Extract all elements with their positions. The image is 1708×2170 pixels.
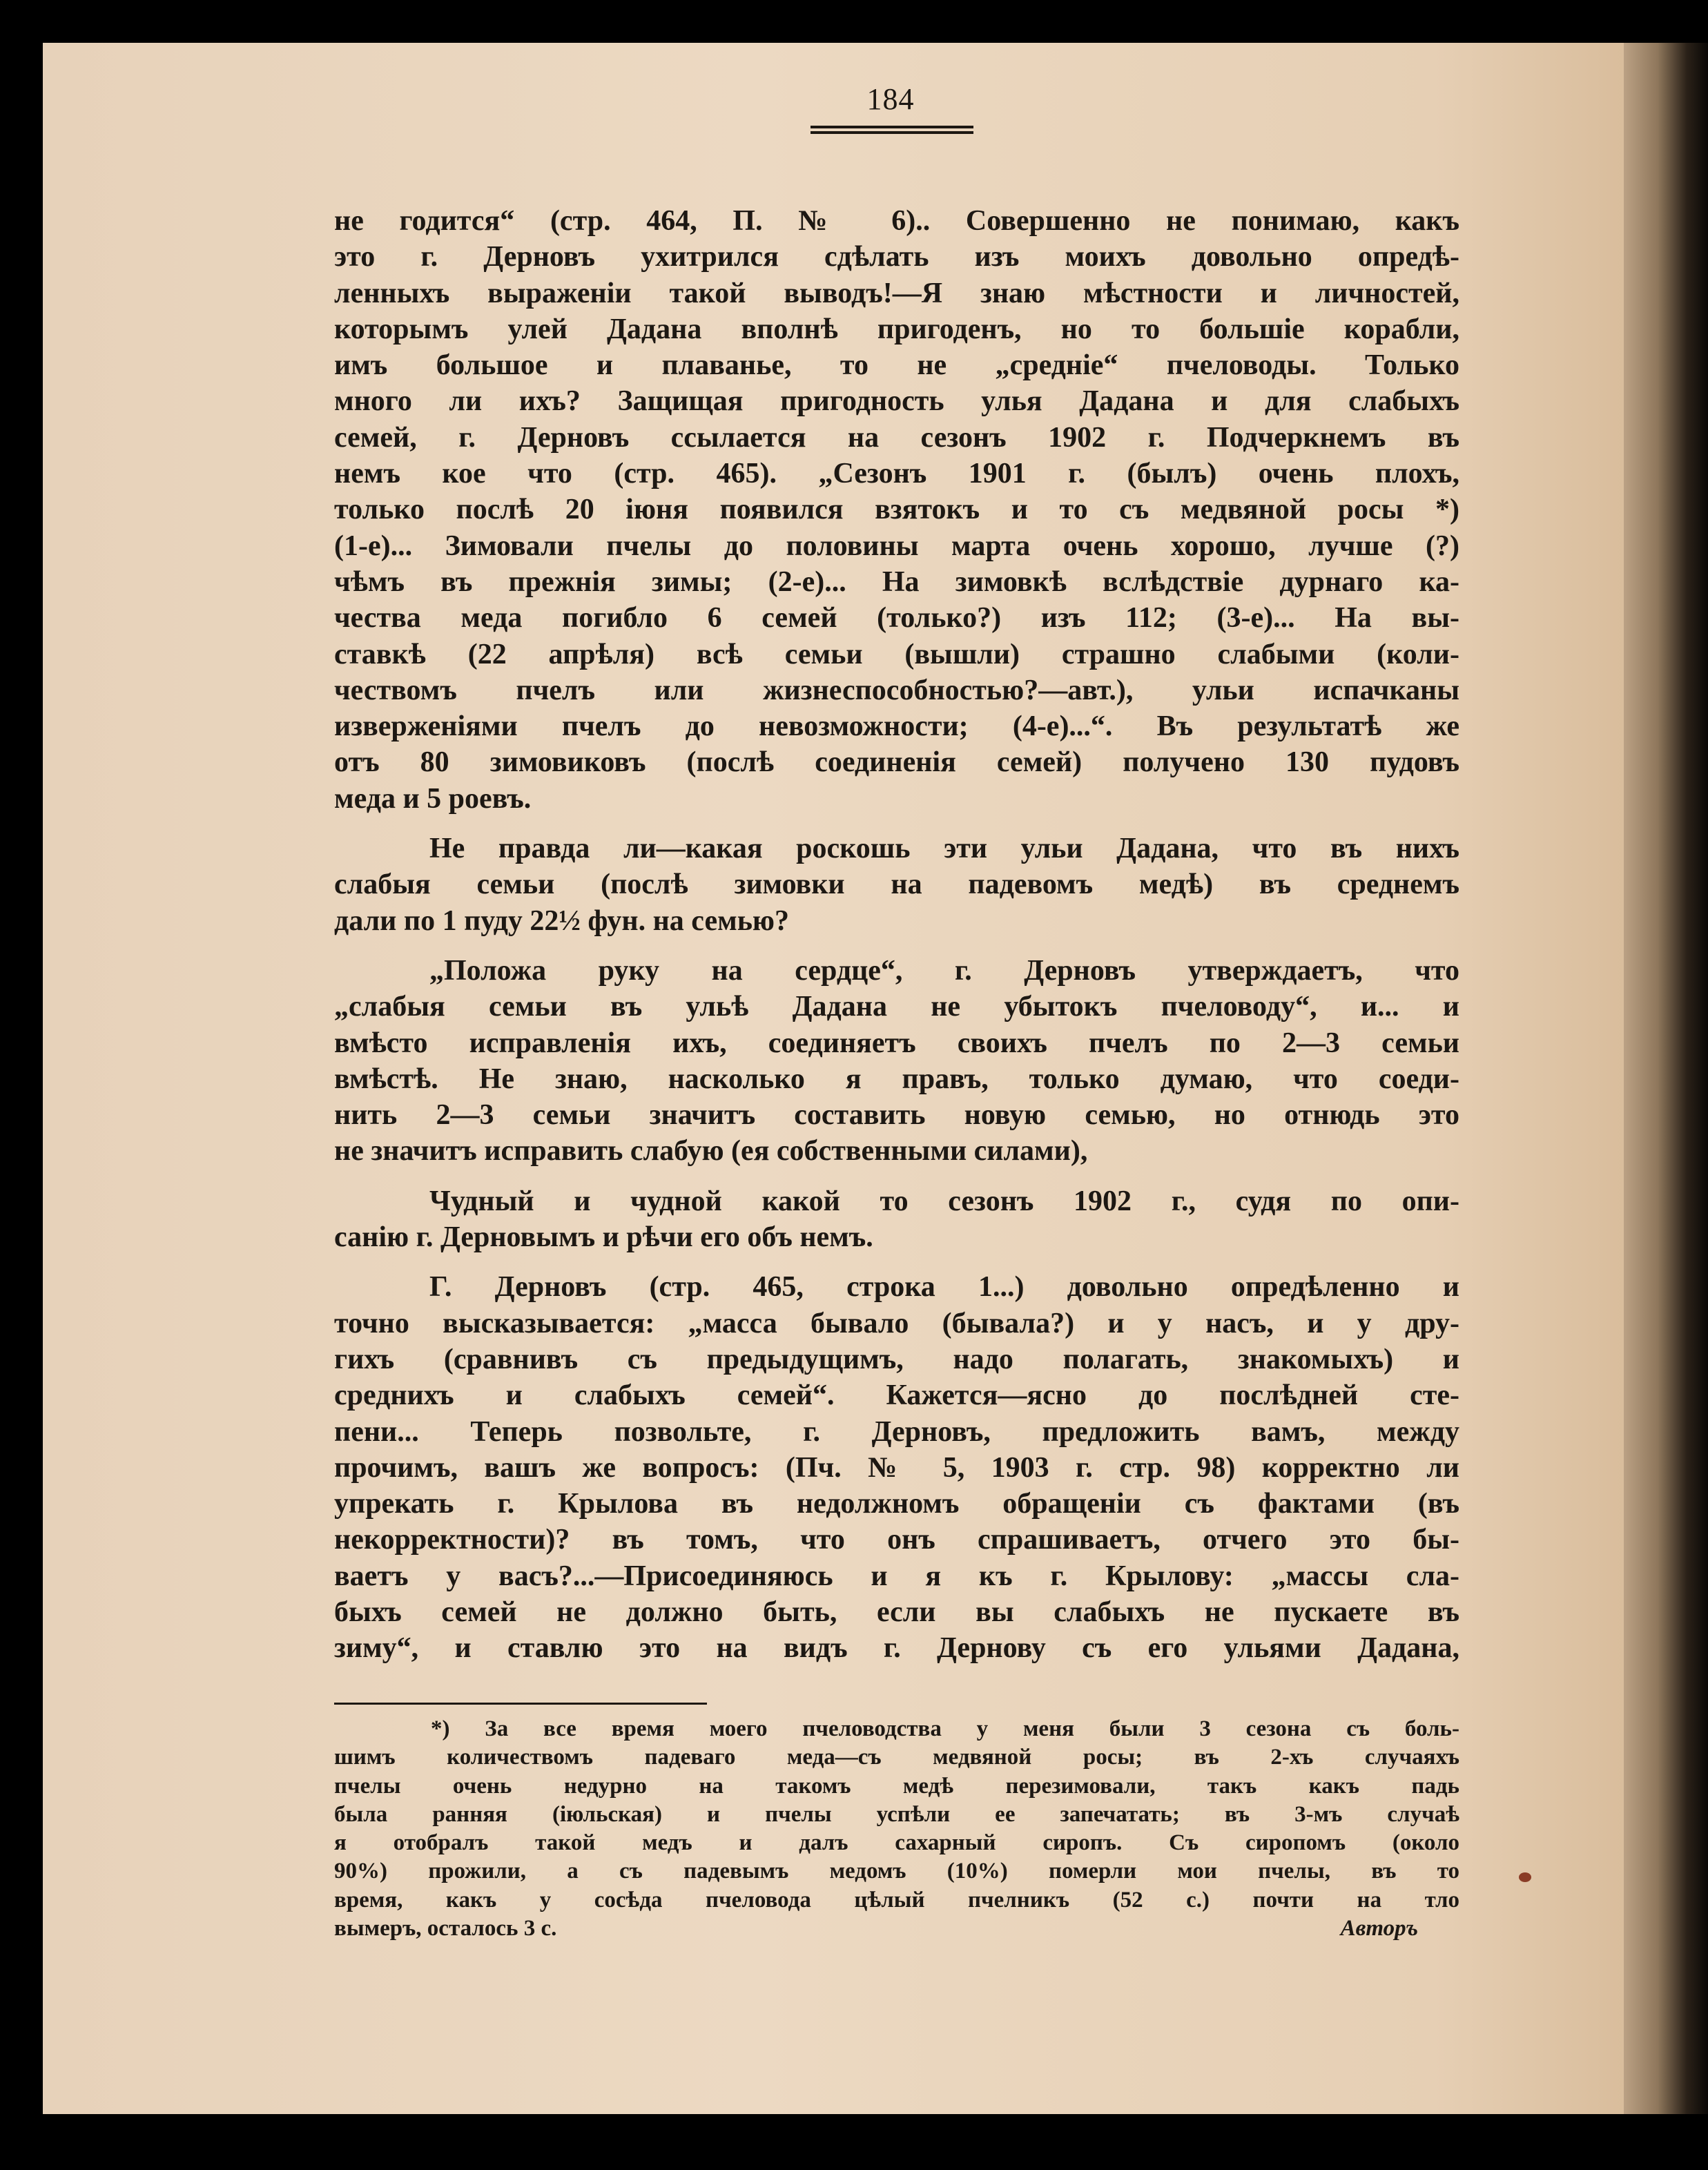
paper-stain bbox=[1519, 1872, 1531, 1882]
footnote-last-line bbox=[334, 1915, 1459, 1943]
text-line: Г. Дерновъ (стр. 465, строка 1...) довольно опредѣленно и bbox=[429, 1271, 1459, 1304]
text-line: среднихъ и слабыхъ семей“. Кажется—ясно до послѣдней сте- bbox=[334, 1379, 1459, 1412]
text-line: „слабыя семьи въ ульѣ Дадана не убытокъ пчеловоду“, и... и bbox=[334, 991, 1459, 1023]
footnote-line: я отобралъ такой медъ и далъ сахарный сиропъ. Съ сиропомъ (около bbox=[334, 1830, 1459, 1856]
paragraph-gap bbox=[334, 939, 1459, 953]
footnote-author: Авторъ bbox=[1340, 1916, 1418, 1941]
text-line: некорректности)? въ томъ, что онъ спрашиваетъ, отчего это бы- bbox=[334, 1524, 1459, 1556]
text-line: зиму“, и ставлю это на видъ г. Дернову съ его ульями Дадана, bbox=[334, 1632, 1459, 1665]
text-line: меда и 5 роевъ. bbox=[334, 782, 532, 815]
footnote-line: пчелы очень недурно на такомъ медѣ перезимовали, такъ какъ падь bbox=[334, 1773, 1459, 1799]
text-line: чества меда погибло 6 семей (только?) изъ 112; (3-е)... На вы- bbox=[334, 602, 1459, 634]
text-line: ваетъ у васъ?...—Присоединяюсь и я къ г. Крылову: „массы сла- bbox=[334, 1560, 1459, 1592]
text-line: не значитъ исправить слабую (ея собственными силами), bbox=[334, 1135, 1088, 1168]
paragraph-3 bbox=[334, 953, 1459, 1170]
text-line: санію г. Дерновымъ и рѣчи его объ немъ. bbox=[334, 1221, 873, 1254]
text-line: ставкѣ (22 апрѣля) всѣ семьи (вышли) страшно слабыми (коли- bbox=[334, 638, 1459, 670]
scan-bottom-border bbox=[0, 2114, 1708, 2170]
paragraph-1 bbox=[334, 203, 1459, 817]
footnote-rule bbox=[334, 1703, 707, 1705]
text-line: семей, г. Дерновъ ссылается на сезонъ 1902 г. Подчеркнемъ въ bbox=[334, 421, 1459, 454]
text-line: изверженіями пчелъ до невозможности; (4-е)...“. Въ результатѣ же bbox=[334, 710, 1459, 743]
text-line: Чудный и чудной какой то сезонъ 1902 г., судя по опи- bbox=[429, 1185, 1459, 1217]
text-line: дали по 1 пуду 22½ фун. на семью? bbox=[334, 904, 789, 937]
text-line: гихъ (сравнивъ съ предыдущимъ, надо полагать, знакомыхъ) и bbox=[334, 1343, 1459, 1375]
text-line: ленныхъ выраженіи такой выводъ!—Я знаю мѣстности и личностей, bbox=[334, 277, 1459, 309]
text-line: вмѣсто исправленія ихъ, соединяетъ своихъ пчелъ по 2—3 семьи bbox=[334, 1027, 1459, 1059]
text-line: имъ большое и плаванье, то не „средніе“ пчеловоды. Только bbox=[334, 349, 1459, 382]
text-line: отъ 80 зимовиковъ (послѣ соединенія семей) получено 130 пудовъ bbox=[334, 746, 1459, 779]
text-line: Не правда ли—какая роскошь эти ульи Дадана, что въ нихъ bbox=[429, 833, 1459, 865]
paragraph-gap bbox=[334, 817, 1459, 831]
text-line: не годится“ (стр. 464, П. № 6).. Совершенно не понимаю, какъ bbox=[334, 205, 1459, 237]
main-text bbox=[334, 203, 1459, 1667]
page-number: 184 bbox=[866, 82, 915, 116]
text-line: это г. Дерновъ ухитрился сдѣлать изъ моихъ довольно опредѣ- bbox=[334, 241, 1459, 273]
footnote-line: *) За все время моего пчеловодства у меня были 3 сезона съ боль- bbox=[431, 1716, 1459, 1741]
text-line: много ли ихъ? Защищая пригодность улья Дадана и для слабыхъ bbox=[334, 385, 1459, 418]
page-number-double-rule bbox=[811, 126, 973, 134]
footnote-line: вымеръ, осталось 3 с. bbox=[334, 1916, 557, 1941]
text-line: чествомъ пчелъ или жизнеспособностью?—авт.), ульи испачканы bbox=[334, 674, 1459, 706]
book-gutter-shadow bbox=[1624, 43, 1708, 2114]
footnote-line: шимъ количествомъ падеваго меда—съ медвяной росы; въ 2-хъ случаяхъ bbox=[334, 1745, 1459, 1770]
text-line: быхъ семей не должно быть, если вы слабыхъ не пускаете въ bbox=[334, 1596, 1459, 1628]
text-line: вмѣстѣ. Не знаю, насколько я правъ, только думаю, что соеди- bbox=[334, 1063, 1459, 1095]
footnote-line: время, какъ у сосѣда пчеловода цѣлый пчелникъ (52 с.) почти на тло bbox=[334, 1887, 1459, 1912]
footnote-line: 90%) прожили, а съ падевымъ медомъ (10%) померли мои пчелы, въ то bbox=[334, 1859, 1459, 1884]
paragraph-5 bbox=[334, 1269, 1459, 1666]
text-line: только послѣ 20 іюня появился взятокъ и то съ медвяной росы *) bbox=[334, 494, 1459, 526]
text-line: „Положа руку на сердце“, г. Дерновъ утверждаетъ, что bbox=[429, 954, 1459, 987]
text-line: пени... Теперь позвольте, г. Дерновъ, предложить вамъ, между bbox=[334, 1415, 1459, 1448]
text-line: чѣмъ въ прежнія зимы; (2-е)... На зимовкѣ вслѣдствіе дурнаго ка- bbox=[334, 565, 1459, 598]
paragraph-gap bbox=[334, 1170, 1459, 1183]
text-line: которымъ улей Дадана вполнѣ пригоденъ, но то большіе корабли, bbox=[334, 313, 1459, 345]
footnote bbox=[334, 1715, 1459, 1943]
text-line: немъ кое что (стр. 465). „Сезонъ 1901 г. (былъ) очень плохъ, bbox=[334, 458, 1459, 490]
paragraph-gap bbox=[334, 1255, 1459, 1269]
paragraph-4 bbox=[334, 1183, 1459, 1256]
footnote-line: была ранняя (іюльская) и пчелы успѣли ее запечатать; въ 3-мъ случаѣ bbox=[334, 1801, 1459, 1827]
text-line: слабыя семьи (послѣ зимовки на падевомъ медѣ) въ среднемъ bbox=[334, 869, 1459, 901]
text-line: точно высказывается: „масса бывало (бывала?) и у насъ, и у дру- bbox=[334, 1307, 1459, 1339]
paragraph-2 bbox=[334, 831, 1459, 939]
text-line: (1-е)... Зимовали пчелы до половины марта очень хорошо, лучше (?) bbox=[334, 530, 1459, 562]
text-line: нить 2—3 семьи значитъ составить новую семью, но отнюдь это bbox=[334, 1099, 1459, 1132]
text-line: прочимъ, вашъ же вопросъ: (Пч. № 5, 1903 г. стр. 98) корректно ли bbox=[334, 1451, 1459, 1484]
text-line: упрекать г. Крылова въ недолжномъ обращеніи съ фактами (въ bbox=[334, 1488, 1459, 1520]
